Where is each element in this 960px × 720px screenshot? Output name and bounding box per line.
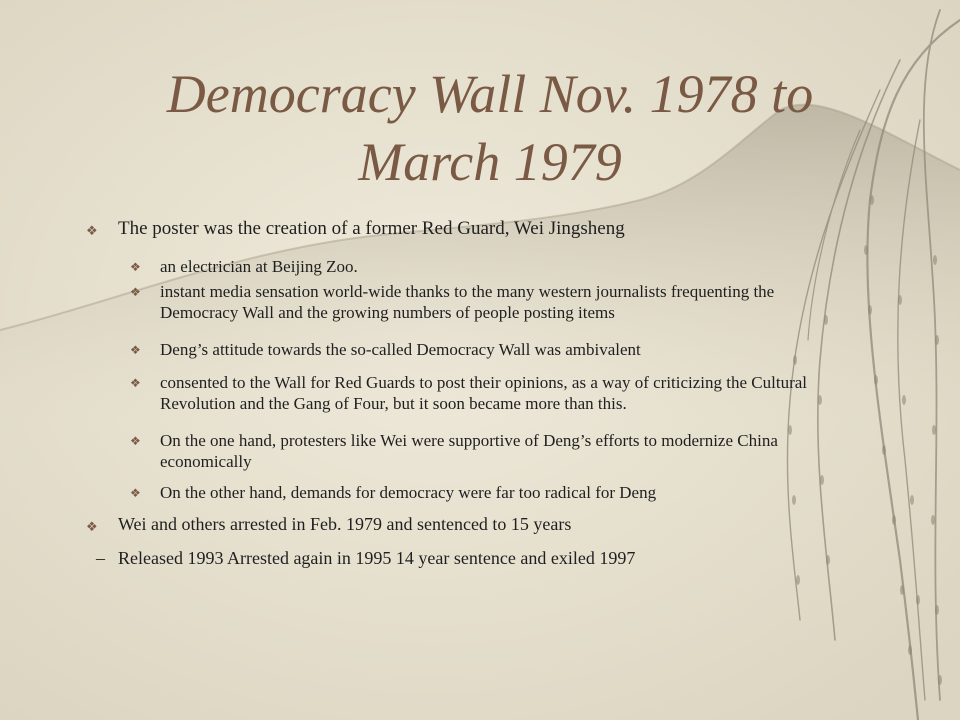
diamond-bullet-icon: ❖ <box>130 434 141 448</box>
bullet-media-sensation <box>130 281 850 323</box>
slide-title: Democracy Wall Nov. 1978 to March 1979 <box>166 64 814 192</box>
diamond-bullet-icon: ❖ <box>130 260 141 274</box>
bullet-text: Deng’s attitude towards the so-called Democracy Wall was ambivalent <box>160 340 641 359</box>
diamond-bullet-icon: ❖ <box>86 223 98 238</box>
bullet-wei-poster <box>86 217 826 240</box>
diamond-bullet-icon: ❖ <box>130 285 141 299</box>
bullet-text: instant media sensation world-wide thanks to the many western journalists frequenting the Democracy Wall and the growing numbers of people posting items <box>160 282 775 322</box>
diamond-bullet-icon: ❖ <box>130 486 141 500</box>
diamond-bullet-icon: ❖ <box>130 376 141 390</box>
bullet-electrician <box>130 256 850 277</box>
diamond-bullet-icon: ❖ <box>86 519 98 534</box>
bullet-text: consented to the Wall for Red Guards to post their opinions, as a way of criticizing the Cultural Revolution and the Gang of Four, but it soon became more than this. <box>160 373 808 413</box>
bullet-text: Released 1993 Arrested again in 1995 14 year sentence and exiled 1997 <box>118 548 636 568</box>
bullet-released <box>96 547 836 570</box>
bullet-text: On the other hand, demands for democracy were far too radical for Deng <box>160 483 657 502</box>
bullet-text: On the one hand, protesters like Wei were supportive of Deng’s efforts to modernize China economically <box>160 431 778 471</box>
bullet-consented-wall <box>130 372 850 414</box>
bullet-text: an electrician at Beijing Zoo. <box>160 257 358 276</box>
bullet-deng-attitude <box>130 339 850 360</box>
bullet-one-hand <box>130 430 850 472</box>
bullet-text: Wei and others arrested in Feb. 1979 and sentenced to 15 years <box>118 514 572 534</box>
bullet-text: The poster was the creation of a former Red Guard, Wei Jingsheng <box>118 218 625 239</box>
bullet-other-hand <box>130 482 850 503</box>
dash-bullet-icon: – <box>96 548 105 568</box>
bullet-arrested <box>86 513 826 536</box>
diamond-bullet-icon: ❖ <box>130 343 141 357</box>
